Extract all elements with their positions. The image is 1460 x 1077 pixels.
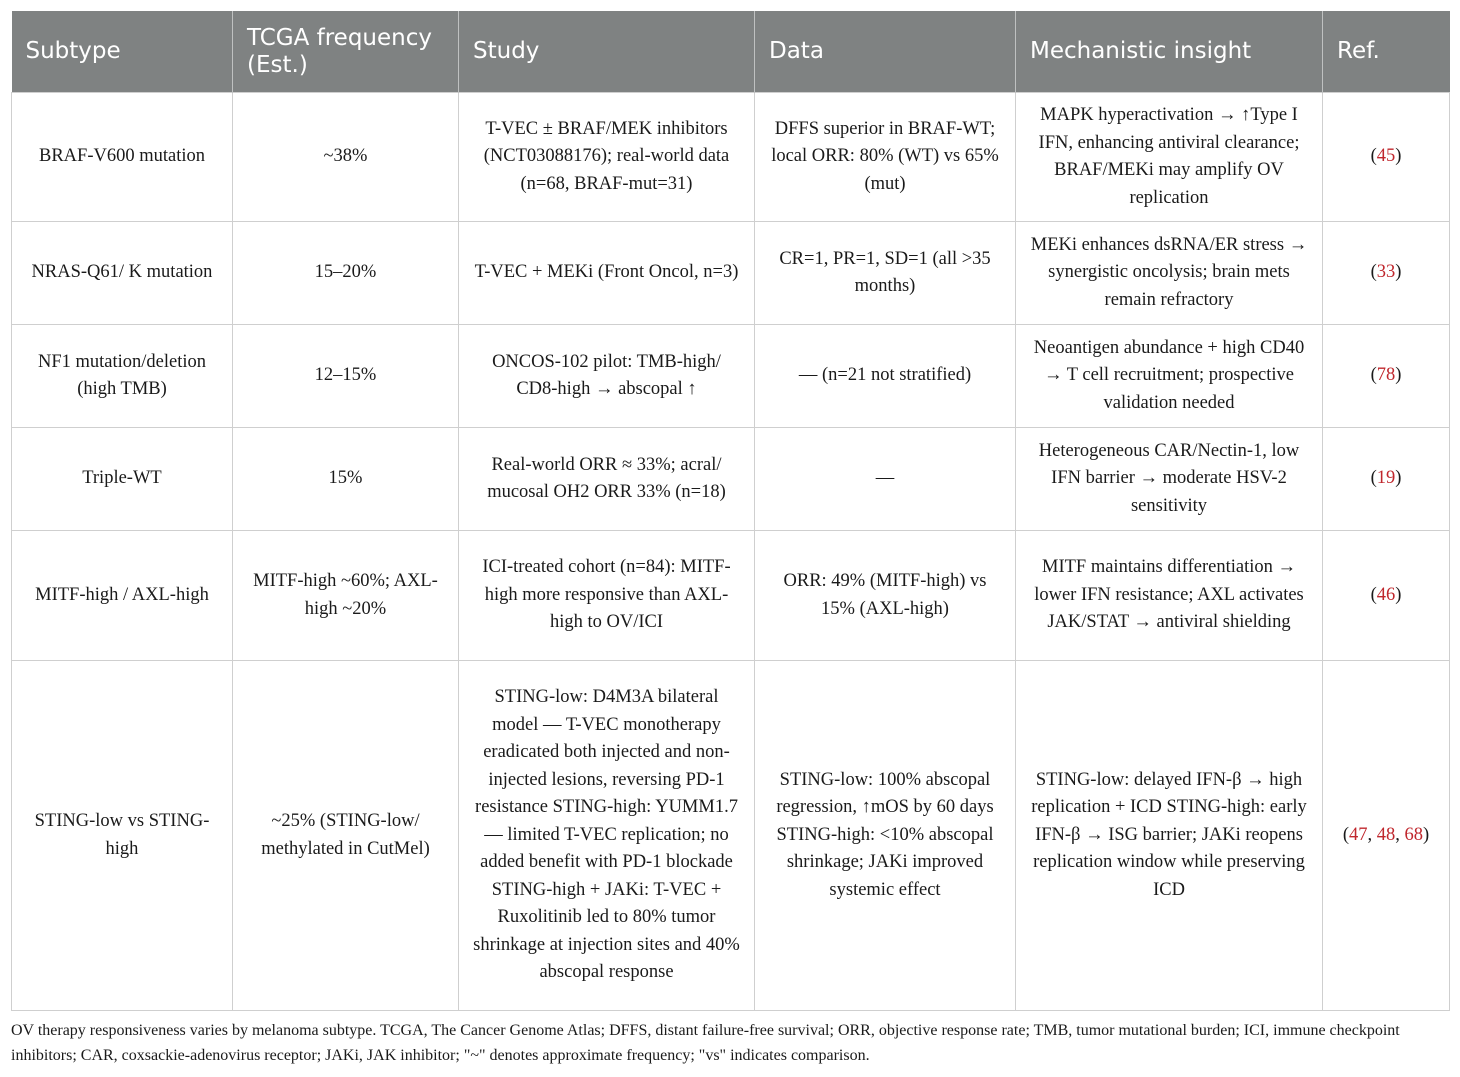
cell-data: DFFS superior in BRAF-WT; local ORR: 80% (WT) vs 65% (mut) [755, 93, 1016, 222]
header-row [12, 11, 1450, 93]
table-footnote: OV therapy responsiveness varies by melanoma subtype. TCGA, The Cancer Genome Atlas; DFFS, distant failure-free survival; ORR, objective response rate; TMB, tumor mutational burden; ICI, immune checkpoint inhibitors; CAR, coxsackie-adenovirus receptor; JAKi, JAK inhibitor; "~" denotes approximate frequency; "vs" indicates comparison. [11, 1022, 1400, 1064]
cell-study: ONCOS-102 pilot: TMB-high/ CD8-high → abscopal ↑ [459, 325, 755, 428]
cell-subtype: Triple-WT [12, 428, 233, 531]
table-container [11, 11, 1449, 1011]
cell-data: — (n=21 not stratified) [755, 325, 1016, 428]
table-row [12, 222, 1450, 325]
cell-ref: (78) [1323, 325, 1450, 428]
cell-ref: (19) [1323, 428, 1450, 531]
cell-frequency: 12–15% [233, 325, 459, 428]
cell-data: ORR: 49% (MITF-high) vs 15% (AXL-high) [755, 531, 1016, 661]
table-row [12, 531, 1450, 661]
cell-data: STING-low: 100% abscopal regression, ↑mOS by 60 days STING-high: <10% abscopal shrinkage; JAKi improved systemic effect [755, 661, 1016, 1011]
cell-insight: MITF maintains differentiation → lower IFN resistance; AXL activates JAK/STAT → antiviral shielding [1016, 531, 1323, 661]
table-row [12, 428, 1450, 531]
ref-link[interactable]: 48 [1376, 824, 1396, 845]
cell-study: Real-world ORR ≈ 33%; acral/ mucosal OH2 ORR 33% (n=18) [459, 428, 755, 531]
cell-insight: Heterogeneous CAR/Nectin-1, low IFN barrier → moderate HSV-2 sensitivity [1016, 428, 1323, 531]
cell-subtype: NRAS-Q61/ K mutation [12, 222, 233, 325]
cell-ref: (33) [1323, 222, 1450, 325]
cell-subtype: STING-low vs STING-high [12, 661, 233, 1011]
cell-study: STING-low: D4M3A bilateral model — T-VEC monotherapy eradicated both injected and non-injected lesions, reversing PD-1 resistance STING-high: YUMM1.7 — limited T-VEC replication; no added benefit with PD-1 blockade STING-high + JAKi: T-VEC + Ruxolitinib led to 80% tumor shrinkage at injection sites and 40% abscopal response [459, 661, 755, 1011]
cell-study: T-VEC + MEKi (Front Oncol, n=3) [459, 222, 755, 325]
table-row [12, 661, 1450, 1011]
header-insight: Mechanistic insight [1016, 11, 1323, 93]
table-row [12, 325, 1450, 428]
cell-ref: (47, 48, 68) [1323, 661, 1450, 1011]
cell-frequency: MITF-high ~60%; AXL-high ~20% [233, 531, 459, 661]
cell-subtype: NF1 mutation/deletion (high TMB) [12, 325, 233, 428]
header-ref: Ref. [1323, 11, 1450, 93]
ref-link[interactable]: 33 [1376, 262, 1396, 283]
cell-data: — [755, 428, 1016, 531]
header-data: Data [755, 11, 1016, 93]
cell-study: ICI-treated cohort (n=84): MITF-high more responsive than AXL-high to OV/ICI [459, 531, 755, 661]
cell-study: T-VEC ± BRAF/MEK inhibitors (NCT03088176); real-world data (n=68, BRAF-mut=31) [459, 93, 755, 222]
ref-link[interactable]: 45 [1376, 146, 1396, 167]
cell-frequency: 15% [233, 428, 459, 531]
header-frequency: TCGA frequency (Est.) [233, 11, 459, 93]
cell-subtype: BRAF-V600 mutation [12, 93, 233, 222]
ref-link[interactable]: 46 [1376, 584, 1396, 605]
cell-frequency: 15–20% [233, 222, 459, 325]
cell-insight: MAPK hyperactivation → ↑Type I IFN, enhancing antiviral clearance; BRAF/MEKi may amplify OV replication [1016, 93, 1323, 222]
ref-link[interactable]: 68 [1404, 824, 1423, 845]
header-subtype: Subtype [12, 11, 233, 93]
cell-ref: (46) [1323, 531, 1450, 661]
cell-insight: STING-low: delayed IFN-β → high replication + ICD STING-high: early IFN-β → ISG barrier; JAKi reopens replication window while preserving ICD [1016, 661, 1323, 1011]
cell-data: CR=1, PR=1, SD=1 (all >35 months) [755, 222, 1016, 325]
cell-ref: (45) [1323, 93, 1450, 222]
cell-insight: Neoantigen abundance + high CD40 → T cell recruitment; prospective validation needed [1016, 325, 1323, 428]
cell-frequency: ~38% [233, 93, 459, 222]
ref-link[interactable]: 19 [1376, 468, 1396, 489]
subtype-table [11, 11, 1450, 1011]
cell-subtype: MITF-high / AXL-high [12, 531, 233, 661]
ref-link[interactable]: 78 [1376, 365, 1396, 386]
cell-frequency: ~25% (STING-low/ methylated in CutMel) [233, 661, 459, 1011]
ref-link[interactable]: 47 [1349, 824, 1368, 845]
table-row [12, 93, 1450, 222]
cell-insight: MEKi enhances dsRNA/ER stress → synergistic oncolysis; brain mets remain refractory [1016, 222, 1323, 325]
header-study: Study [459, 11, 755, 93]
